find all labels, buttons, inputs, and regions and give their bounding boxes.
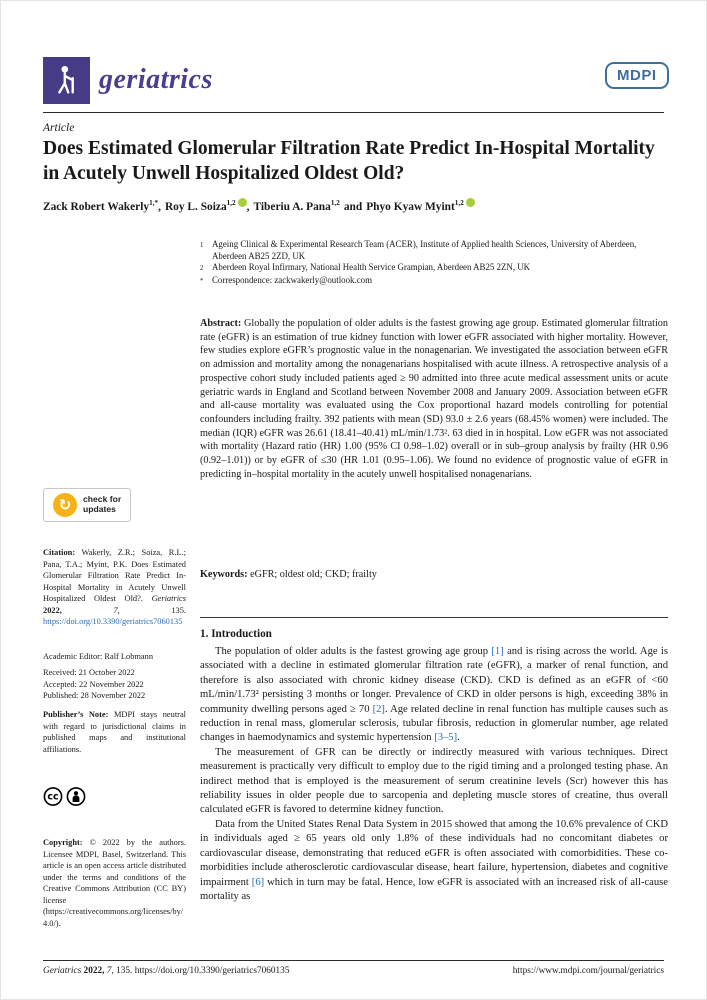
section-heading: 1. Introduction	[200, 628, 272, 640]
affiliation-row: 1 Ageing Clinical & Experimental Research Team (ACER), Institute of Applied health Sciences, University of Aberdeen, Aberdeen AB25 2ZD, UK	[200, 239, 637, 261]
received-date: Received: 21 October 2022	[43, 668, 135, 677]
doi-link[interactable]: https://doi.org/10.3390/geriatrics7060135	[43, 617, 183, 626]
citation-text: Wakerly, Z.R.; Soiza, R.L.; Pana, T.A.; Myint, P.K. Does Estimated Glomerular Filtration Rate Predict In-Hospital Mortality in Acutely Unwell Hospitalized Oldest Old?.	[43, 548, 186, 603]
orcid-icon[interactable]	[238, 198, 247, 207]
accepted-date: Accepted: 22 November 2022	[43, 679, 144, 689]
body-paragraph: The population of older adults is the fastest growing age group [1] and is rising across the world. Age is associated with a decline in estimated glomerular filtration rate (eGFR), a marker of renal function, and therefore is also associated with chronic kidney disease (CKD). CKD is defined as an eGFR of <60 mL/min/1.73² persisting 3 months or longer. Prevalence of CKD in older persons is high, exceeding 38% in community dwelling persons aged ≥ 70 [2]. Age related decline in renal function has multiple causes such as reduction in renal mass, glomerular sclerosis, tubular fibrosis, reduction in glomerular number, age related changes in haemodynamics and systemic hypertension [3–5].	[200, 646, 668, 744]
citation-volume: 7,	[113, 605, 120, 615]
author: Roy L. Soiza$^{1,2}$ ,	[164, 199, 250, 213]
correspondence-label: Correspondence:	[212, 274, 273, 285]
orcid-icon[interactable]	[466, 198, 475, 207]
footer-journal-url[interactable]: https://www.mdpi.com/journal/geriatrics	[512, 966, 664, 976]
citation-year: 2022,	[43, 605, 62, 615]
geriatrics-journal-logo	[43, 57, 90, 104]
author-list	[43, 199, 663, 213]
citation-link[interactable]: [3–5]	[434, 732, 458, 744]
abstract	[200, 317, 668, 481]
affiliations	[200, 239, 668, 287]
abstract-text: Globally the population of older adults is the fastest growing age group. Estimated glomerular filtration rate (eGFR) is an estimation of true kidney function with lower eGFR associated with higher mortality. However, few studies explore eGFR’s prognostic value in the nonagenarian. We investigated the association between eGFR on admission and mortality among the nonagenarians hospitalised with acute illness. A retrospective analysis of a prospective cohort study included patients aged ≥ 90 admitted into three acute medical assessment units or acute geriatric wards in England and Scotland between November 2008 and January 2009. Association between eGFR and all-cause mortality was evaluated using the Cox proportional hazard models controlling for potential confounders including frailty. 392 patients with mean (SD) 93.0 ± 2.6 years (68.45% women) were included. The median (IQR) eGFR was 26.61 (18.41–40.41) mL/min/1.73². 63 died in in hospital. Low eGFR was not associated with mortality (Hazard ratio (HR) 1.00 (95% CI 0.98–1.02) overall or in sub–group analysis by frailty (HR 0.96 (0.92–1.01)) or by eGFR of ≤30 (HR 1.01 (0.95–1.06). We found no evidence of prognostic value of eGFR in predicting in–hospital mortality in the acutely unwell hospitalised nonagenarians.	[200, 318, 668, 480]
footer-divider	[43, 960, 664, 961]
abstract-label: Abstract:	[200, 318, 242, 329]
update-arrows-icon: ↻	[53, 493, 77, 517]
introduction-section	[200, 645, 668, 904]
publishers-note	[43, 709, 186, 755]
elderly-person-icon	[48, 62, 86, 100]
published-date: Published: 28 November 2022	[43, 691, 146, 700]
publishers-note-text: MDPI stays neutral with regard to jurisdictional claims in published maps and institutional affiliations.	[43, 710, 186, 754]
author: Zack Robert Wakerly$^{1,*}$,	[43, 199, 161, 213]
mdpi-logo[interactable]	[605, 62, 669, 89]
body-paragraph: The measurement of GFR can be directly or indirectly measured with various techniques. Direct measurement is practically very difficult to employ due to the rigid timing and a prolonged testing phase. An indirect method that is employed is the measurement of serum creatinine levels (Scr) however this has reliability issues in older people due to sarcopenia and depleting muscle stores of creatine, thus overall calculated eGFR is favored to determine kidney function.	[200, 746, 668, 816]
svg-text:cc: cc	[47, 791, 59, 803]
header-divider	[43, 112, 664, 113]
citation-link[interactable]: [1]	[491, 646, 504, 657]
footer-doi-link[interactable]: https://doi.org/10.3390/geriatrics7060135	[134, 966, 290, 976]
correspondence-row: * Correspondence: zackwakerly@outlook.com	[200, 274, 372, 285]
copyright-block	[43, 837, 186, 929]
citation-journal: Geriatrics	[151, 594, 187, 603]
affiliation-row: 2 Aberdeen Royal Infirmary, National Health Service Grampian, Aberdeen AB25 2ZN, UK	[200, 262, 531, 273]
article-type-label: Article	[43, 122, 75, 134]
article-title: Does Estimated Glomerular Filtration Rate Predict In-Hospital Mortality in Acutely Unwell Hospitalized Oldest Old?	[43, 138, 655, 184]
citation-block	[43, 547, 186, 628]
copyright-label: Copyright:	[43, 838, 83, 847]
keywords	[200, 568, 668, 582]
author: Phyo Kyaw Myint$^{1,2}$	[366, 201, 475, 213]
citation-link[interactable]: [2]	[372, 703, 385, 715]
citation-pages: 135.	[171, 605, 186, 615]
citation-link[interactable]: [6]	[251, 876, 265, 888]
citation-label: Citation:	[43, 548, 76, 557]
keywords-label: Keywords:	[200, 569, 248, 580]
body-paragraph: Data from the United States Renal Data System in 2015 showed that among the 10.6% prevalence of CKD in individuals aged ≥ 65 years old only 1.8% of these individuals had no concomitant diabetes or cardiovascular disease, demonstrating that reduced eGFR is often associated with comorbidities. These co-morbidities include atherosclerotic cardiovascular disease, heart failure, hypertension, diabetes and cognitive impairment [6] which in turn may be fatal. Hence, low eGFR is associated with an increased risk of all-cause mortality as	[200, 818, 668, 902]
check-for-updates-label: check for updates	[83, 494, 122, 514]
section-divider	[200, 617, 668, 618]
mdpi-logo-text: MDPI	[617, 67, 657, 84]
keywords-text: eGFR; oldest old; CKD; frailty	[250, 569, 377, 580]
journal-name: geriatrics	[99, 64, 213, 95]
cc-by-license-icon[interactable]	[43, 786, 89, 812]
correspondence-email-link[interactable]: zackwakerly@outlook.com	[274, 274, 372, 285]
footer-citation: Geriatrics 2022, 7, 135. https://doi.org/10.3390/geriatrics7060135	[43, 966, 290, 976]
check-for-updates-badge[interactable]	[43, 488, 131, 522]
academic-editor: Academic Editor: Ralf Lobmann	[43, 652, 154, 661]
article-dates	[43, 667, 186, 702]
publishers-note-label: Publisher’s Note:	[43, 710, 109, 719]
author: Tiberiu A. Pana$^{1,2}$ and	[253, 199, 363, 213]
copyright-text: © 2022 by the authors. Licensee MDPI, Basel, Switzerland. This article is an open access article distributed under the terms and conditions of the Creative Commons Attribution (CC BY) license (https://creativecommons.org/licenses/by/4.0/).	[43, 838, 187, 928]
